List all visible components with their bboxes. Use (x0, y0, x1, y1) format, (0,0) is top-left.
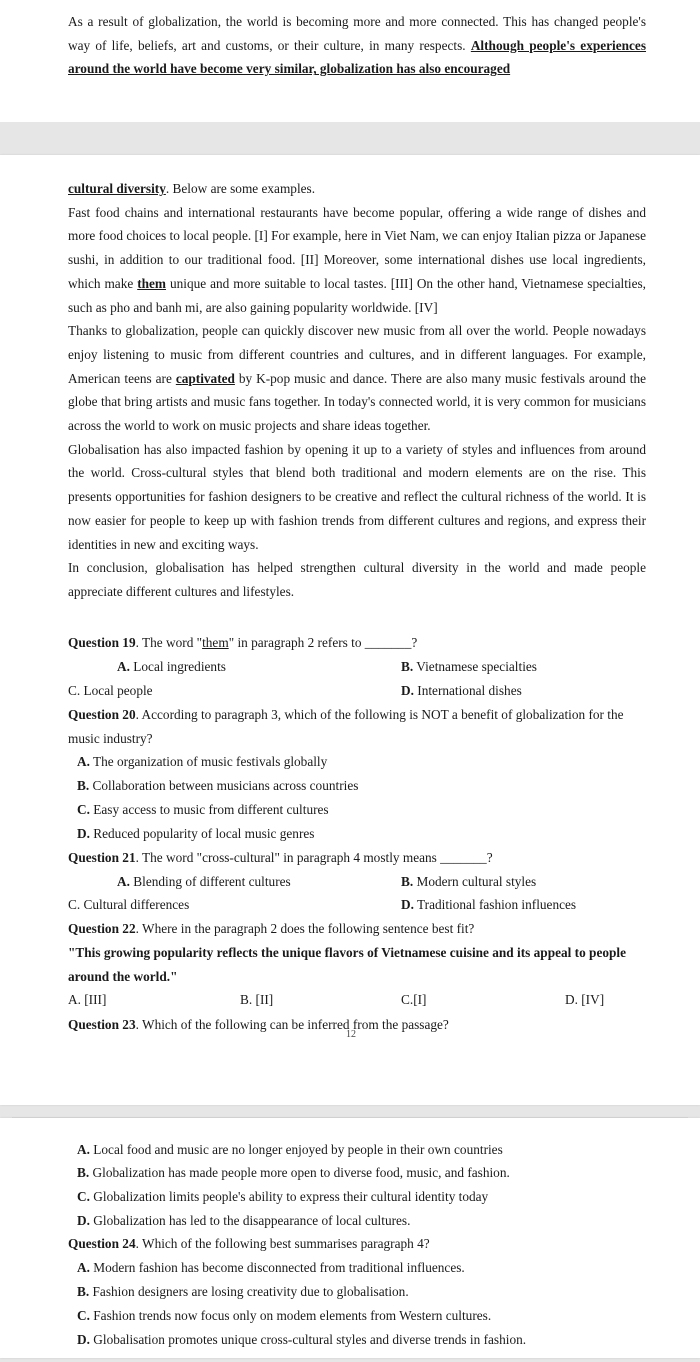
question-20 (68, 703, 646, 751)
q20-c-text: Easy access to music from different cultures (93, 802, 329, 817)
q24-option-a[interactable] (77, 1256, 465, 1280)
q21-a-text: Blending of different cultures (133, 874, 291, 889)
para3-text-1: Thanks to globalization, people can quickly discover new music from all over the world. People nowadays enjoy listening to music from different countries and cultures, and in different languages. For example, American teens are (68, 323, 646, 386)
q19-a-letter: A. (117, 659, 130, 674)
q19-a-text: Local ingredients (133, 659, 226, 674)
q23-a-text: Local food and music are no longer enjoyed by people in their own countries (93, 1142, 503, 1157)
q19-c-text: Local people (83, 683, 153, 698)
q22-text: . Where in the paragraph 2 does the following sentence best fit? (135, 921, 475, 936)
q20-label: Question 20 (68, 707, 136, 722)
q23-d-letter: D. (77, 1213, 90, 1228)
intro-paragraph (68, 10, 646, 81)
intro-continued-underlined: cultural diversity (68, 181, 166, 196)
q22-option-b[interactable]: B. [II] (240, 992, 274, 1007)
q21-d-letter: D. (401, 897, 414, 912)
passage (68, 177, 646, 604)
q23-a-letter: A. (77, 1142, 90, 1157)
paragraph-5: In conclusion, globalisation has helped strengthen cultural diversity in the world and made people appreciate different cultures and lifestyles. (68, 560, 646, 599)
q22-option-d[interactable]: D. [IV] (565, 992, 605, 1007)
q21-option-d[interactable] (401, 893, 576, 917)
q24-option-b[interactable] (77, 1280, 409, 1304)
q24-text: . Which of the following best summarises paragraph 4? (135, 1236, 430, 1251)
q20-a-text: The organization of music festivals globally (93, 754, 328, 769)
q19-text-a: . The word " (135, 635, 203, 650)
q21-option-c[interactable] (68, 893, 189, 917)
q20-d-letter: D. (77, 826, 90, 841)
q21-c-letter: C. (68, 897, 81, 912)
q23-c-text: Globalization limits people's ability to express their cultural identity today (93, 1189, 489, 1204)
question-23 (68, 1013, 646, 1037)
paragraph-2 (68, 201, 646, 320)
q24-label: Question 24 (68, 1236, 136, 1251)
para2-text-2: unique and more suitable to local tastes. [III] On the other hand, Vietnamese specialties, such as pho and banh mi, are also gaining popularity worldwide. [IV] (68, 275, 646, 315)
q20-b-letter: B. (77, 778, 90, 793)
q22-quote: "This growing popularity reflects the unique flavors of Vietnamese cuisine and its appeal to people around the world." (68, 945, 626, 984)
q20-b-text: Collaboration between musicians across countries (92, 778, 359, 793)
q23-d-text: Globalization has led to the disappearance of local cultures. (93, 1213, 411, 1228)
para3-key-word: captivated (175, 370, 235, 386)
question-22 (68, 917, 646, 941)
q19-option-b[interactable] (401, 655, 537, 679)
q23-c-letter: C. (77, 1189, 90, 1204)
page-edge (12, 1117, 688, 1118)
q24-option-c[interactable] (77, 1304, 491, 1328)
q20-text: . According to paragraph 3, which of the following is NOT a benefit of globalization for the music industry? (68, 707, 624, 746)
q23-b-text: Globalization has made people more open to diverse food, music, and fashion. (92, 1165, 510, 1180)
q23-option-c[interactable] (77, 1185, 488, 1209)
q24-option-d[interactable] (77, 1328, 526, 1352)
intro-continued (68, 177, 646, 201)
q19-word: them (202, 635, 229, 650)
q23-label: Question 23 (68, 1017, 136, 1032)
q20-option-b[interactable] (77, 774, 358, 798)
q23-text: . Which of the following can be inferred from the passage? (135, 1017, 449, 1032)
q22-label: Question 22 (68, 921, 136, 936)
q23-option-d[interactable] (77, 1209, 410, 1233)
intro-underlined-text: Although people's experiences around the world have become very similar, globalization has also encouraged (68, 37, 647, 77)
q24-b-letter: B. (77, 1284, 90, 1299)
q21-d-text: Traditional fashion influences (417, 897, 577, 912)
q24-d-letter: D. (77, 1332, 90, 1347)
q20-option-a[interactable] (77, 750, 327, 774)
q21-b-letter: B. (401, 874, 414, 889)
q21-label: Question 21 (68, 850, 136, 865)
question-21 (68, 846, 646, 870)
q19-d-text: International dishes (417, 683, 522, 698)
intro-continued-tail: . Below are some examples. (165, 181, 316, 196)
q23-b-letter: B. (77, 1165, 90, 1180)
q19-c-letter: C. (68, 683, 81, 698)
q20-a-letter: A. (77, 754, 90, 769)
q24-d-text: Globalisation promotes unique cross-cultural styles and diverse trends in fashion. (93, 1332, 527, 1347)
q21-a-letter: A. (117, 874, 130, 889)
q19-text-b: " in paragraph 2 refers to _______? (228, 635, 418, 650)
para3-text-2: by K-pop music and dance. There are also many music festivals around the globe that bring artists and music fans together. In today's connected world, it is very common for musicians across the world to work on music projects and share ideas together. (68, 370, 646, 434)
q19-option-d[interactable] (401, 679, 522, 703)
q23-option-a[interactable] (77, 1138, 503, 1162)
q21-option-a[interactable] (117, 870, 291, 894)
q19-b-letter: B. (401, 659, 414, 674)
q19-label: Question 19 (68, 635, 136, 650)
q20-option-d[interactable] (77, 822, 314, 846)
page-fragment-top (0, 0, 700, 122)
q24-c-letter: C. (77, 1308, 90, 1323)
q23-option-b[interactable] (77, 1161, 510, 1185)
q21-text: . The word "cross-cultural" in paragraph 4 mostly means _______? (135, 850, 493, 865)
q22-option-c[interactable]: C.[I] (401, 992, 427, 1007)
paragraph-3 (68, 319, 646, 438)
q19-b-text: Vietnamese specialties (416, 659, 537, 674)
q21-b-text: Modern cultural styles (416, 874, 537, 889)
para2-text-1: Fast food chains and international restaurants have become popular, offering a wide range of dishes and more food choices to local people. [I] For example, here in Viet Nam, we can enjoy Italian pizza or Japanese sushi, in addition to our traditional food. [II] Moreover, some international dishes use local ingredients, which make (68, 204, 646, 291)
q22-option-a[interactable]: A. [III] (68, 992, 107, 1007)
paragraph-4: Globalisation has also impacted fashion by opening it up to a variety of styles and influences from around the world. Cross-cultural styles that blend both traditional and modern elements are on the rise. This presents opportunities for fashion designers to be creative and reflect the cultural richness of the world. It is now easier for people to keep up with fashion trends from different cultures and regions, and express their identities in new and exciting ways. (68, 441, 646, 552)
intro-text: As a result of globalization, the world is becoming more and more connected. This has changed people's way of life, beliefs, art and customs, or their culture, in many respects. (68, 14, 646, 53)
q19-option-a[interactable] (117, 655, 226, 679)
q19-d-letter: D. (401, 683, 414, 698)
q20-d-text: Reduced popularity of local music genres (93, 826, 315, 841)
q21-option-b[interactable] (401, 870, 536, 894)
q19-option-c[interactable] (68, 679, 153, 703)
page-number: 12 (346, 1029, 356, 1040)
q20-option-c[interactable] (77, 798, 329, 822)
q21-c-text: Cultural differences (83, 897, 190, 912)
q24-a-letter: A. (77, 1260, 90, 1275)
q24-c-text: Fashion trends now focus only on modem elements from Western cultures. (93, 1308, 492, 1323)
question-19 (68, 631, 646, 655)
q24-b-text: Fashion designers are losing creativity due to globalisation. (92, 1284, 409, 1299)
q24-a-text: Modern fashion has become disconnected from traditional influences. (93, 1260, 465, 1275)
para2-key-word: them (137, 275, 167, 291)
question-24 (68, 1232, 646, 1256)
q20-c-letter: C. (77, 802, 90, 817)
